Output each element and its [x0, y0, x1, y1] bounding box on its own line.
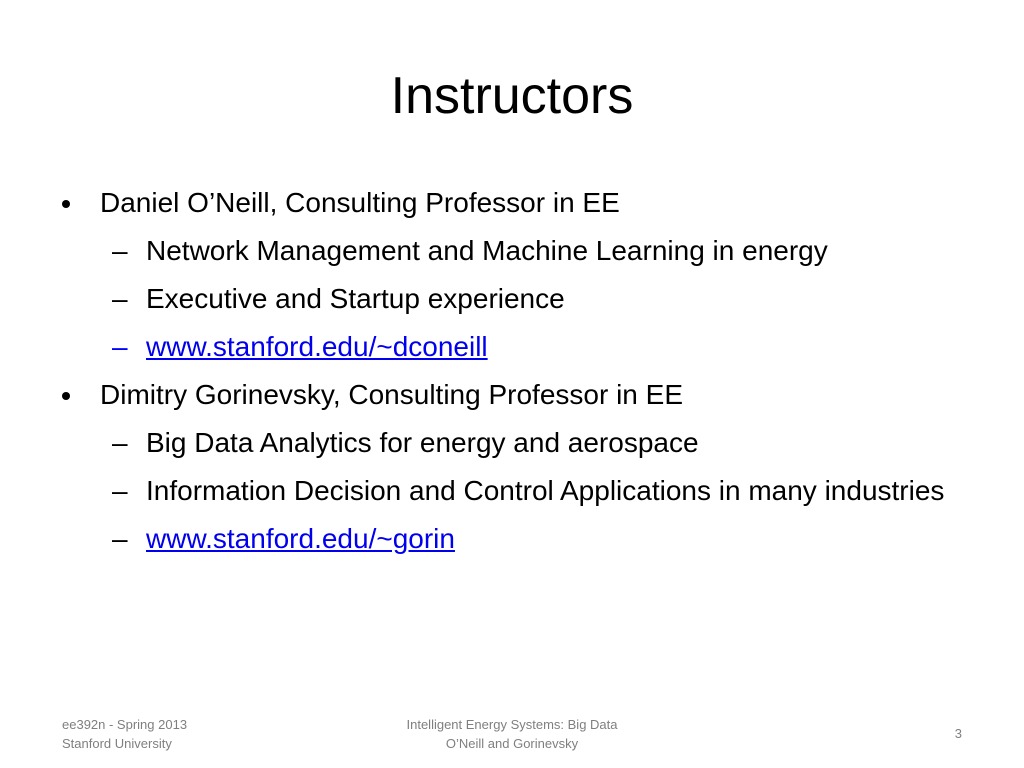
oneill-website-link[interactable]: www.stanford.edu/~dconeill: [146, 331, 488, 362]
list-item: [60, 232, 960, 270]
oneill-detail: Executive and Startup experience: [146, 283, 565, 314]
footer-topic: Intelligent Energy Systems: Big Data: [406, 717, 618, 732]
footer-course-info: [62, 715, 187, 753]
bullet-dot-icon: [62, 184, 92, 208]
bullet-dot-icon: [62, 376, 92, 400]
footer-authors: O’Neill and Gorinevsky: [445, 736, 579, 751]
page-number: 3: [954, 726, 962, 741]
oneill-detail: Network Management and Machine Learning in energy: [146, 235, 828, 266]
dash-icon: –: [112, 475, 128, 506]
footer-course: ee392n - Spring 2013: [62, 717, 188, 732]
list-item: [60, 520, 960, 558]
footer-topic-info: [312, 715, 712, 753]
dash-icon: –: [112, 523, 128, 554]
gorinevsky-website-link[interactable]: www.stanford.edu/~gorin: [146, 523, 455, 554]
slide-content: [60, 184, 960, 568]
dash-icon: –: [112, 283, 128, 314]
dash-icon: –: [112, 331, 128, 362]
footer-university: Stanford University: [62, 736, 172, 751]
instructor-gorinevsky: Dimitry Gorinevsky, Consulting Professor in EE: [100, 379, 683, 410]
gorinevsky-detail: Information Decision and Control Applications in many industries: [146, 475, 945, 506]
list-item: [60, 424, 960, 462]
slide-title: Instructors: [390, 67, 634, 125]
list-item: [60, 376, 960, 414]
list-item: [60, 472, 960, 510]
list-item: [60, 280, 960, 318]
instructor-oneill: Daniel O’Neill, Consulting Professor in EE: [100, 187, 620, 218]
dash-icon: –: [112, 235, 128, 266]
gorinevsky-detail: Big Data Analytics for energy and aerospace: [146, 427, 699, 458]
list-item: [60, 184, 960, 222]
dash-icon: –: [112, 427, 128, 458]
list-item: [60, 328, 960, 366]
